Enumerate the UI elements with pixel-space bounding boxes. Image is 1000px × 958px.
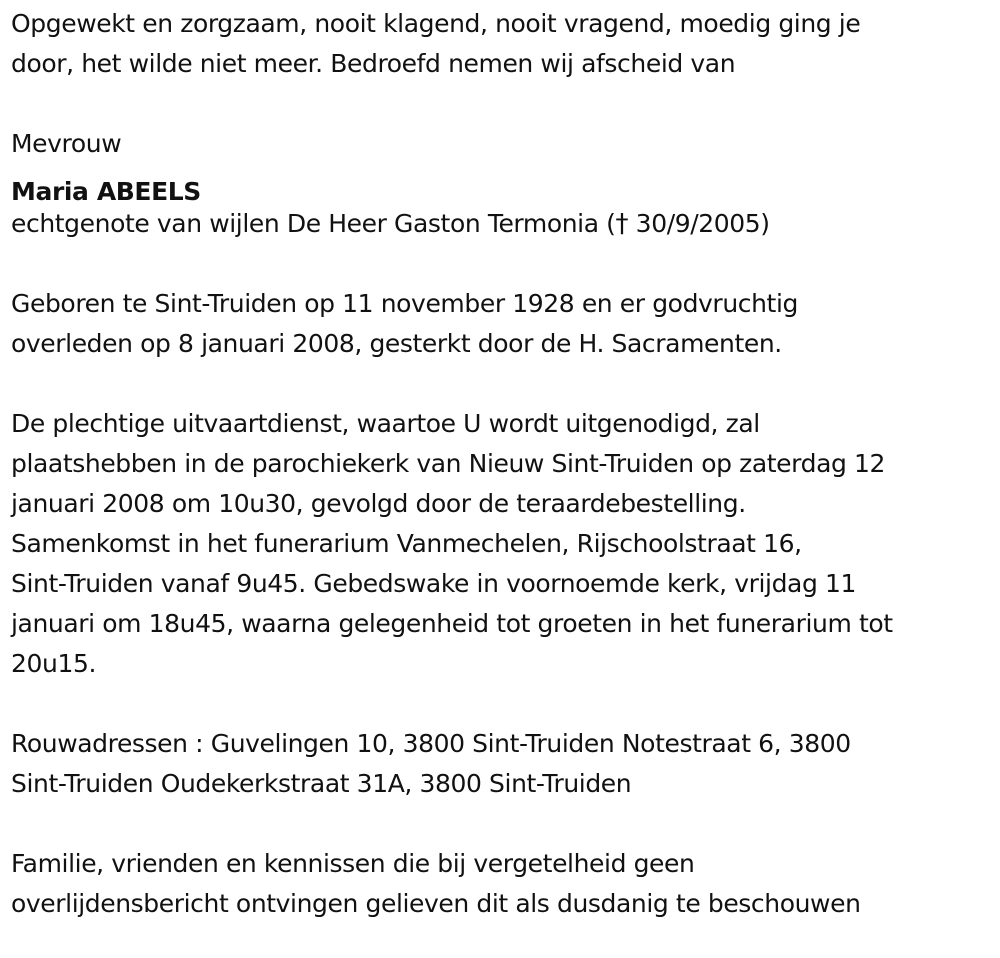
funeral-line: Samenkomst in het funerarium Vanmechelen, Rijschoolstraat 16, [11, 529, 802, 558]
closing-paragraph [11, 844, 996, 924]
funeral-paragraph [11, 404, 996, 684]
funeral-line: De plechtige uitvaartdienst, waartoe U wordt uitgenodigd, zal [11, 409, 760, 438]
paragraph-gap [11, 804, 996, 844]
birth-death-paragraph [11, 284, 996, 364]
birth-death-line: Geboren te Sint-Truiden op 11 november 1928 en er godvruchtig [11, 289, 798, 318]
deceased-title: Mevrouw [11, 129, 122, 158]
funeral-line: plaatshebben in de parochiekerk van Nieuw Sint-Truiden op zaterdag 12 [11, 449, 886, 478]
dagger-icon: † [615, 209, 629, 239]
closing-line: Familie, vrienden en kennissen die bij vergetelheid geen [11, 849, 695, 878]
funeral-line: 20u15. [11, 649, 97, 678]
funeral-line: Sint-Truiden vanaf 9u45. Gebedswake in voornoemde kerk, vrijdag 11 [11, 569, 856, 598]
funeral-line: januari 2008 om 10u30, gevolgd door de teraardebestelling. [11, 489, 746, 518]
deceased-block [11, 124, 996, 244]
intro-line: door, het wilde niet meer. Bedroefd nemen wij afscheid van [11, 49, 736, 78]
intro-line: Opgewekt en zorgzaam, nooit klagend, nooit vragend, moedig ging je [11, 9, 861, 38]
spouse-text: echtgenote van wijlen De Heer Gaston Termonia ( [11, 209, 616, 238]
paragraph-gap [11, 684, 996, 724]
paragraph-gap [11, 84, 996, 124]
spouse-line [11, 204, 996, 244]
intro-paragraph [11, 4, 996, 84]
spouse-death-date: 30/9/2005) [628, 209, 770, 238]
address-line: Sint-Truiden Oudekerkstraat 31A, 3800 Sint-Truiden [11, 769, 632, 798]
address-line: Rouwadressen : Guvelingen 10, 3800 Sint-Truiden Notestraat 6, 3800 [11, 729, 851, 758]
birth-death-line: overleden op 8 januari 2008, gesterkt door de H. Sacramenten. [11, 329, 782, 358]
addresses-paragraph [11, 724, 996, 804]
obituary-notice [11, 4, 996, 924]
closing-line: overlijdensbericht ontvingen gelieven dit als dusdanig te beschouwen [11, 889, 861, 918]
deceased-name: Maria ABEELS [11, 177, 201, 206]
paragraph-gap [11, 244, 996, 284]
paragraph-gap [11, 364, 996, 404]
funeral-line: januari om 18u45, waarna gelegenheid tot groeten in het funerarium tot [11, 609, 893, 638]
